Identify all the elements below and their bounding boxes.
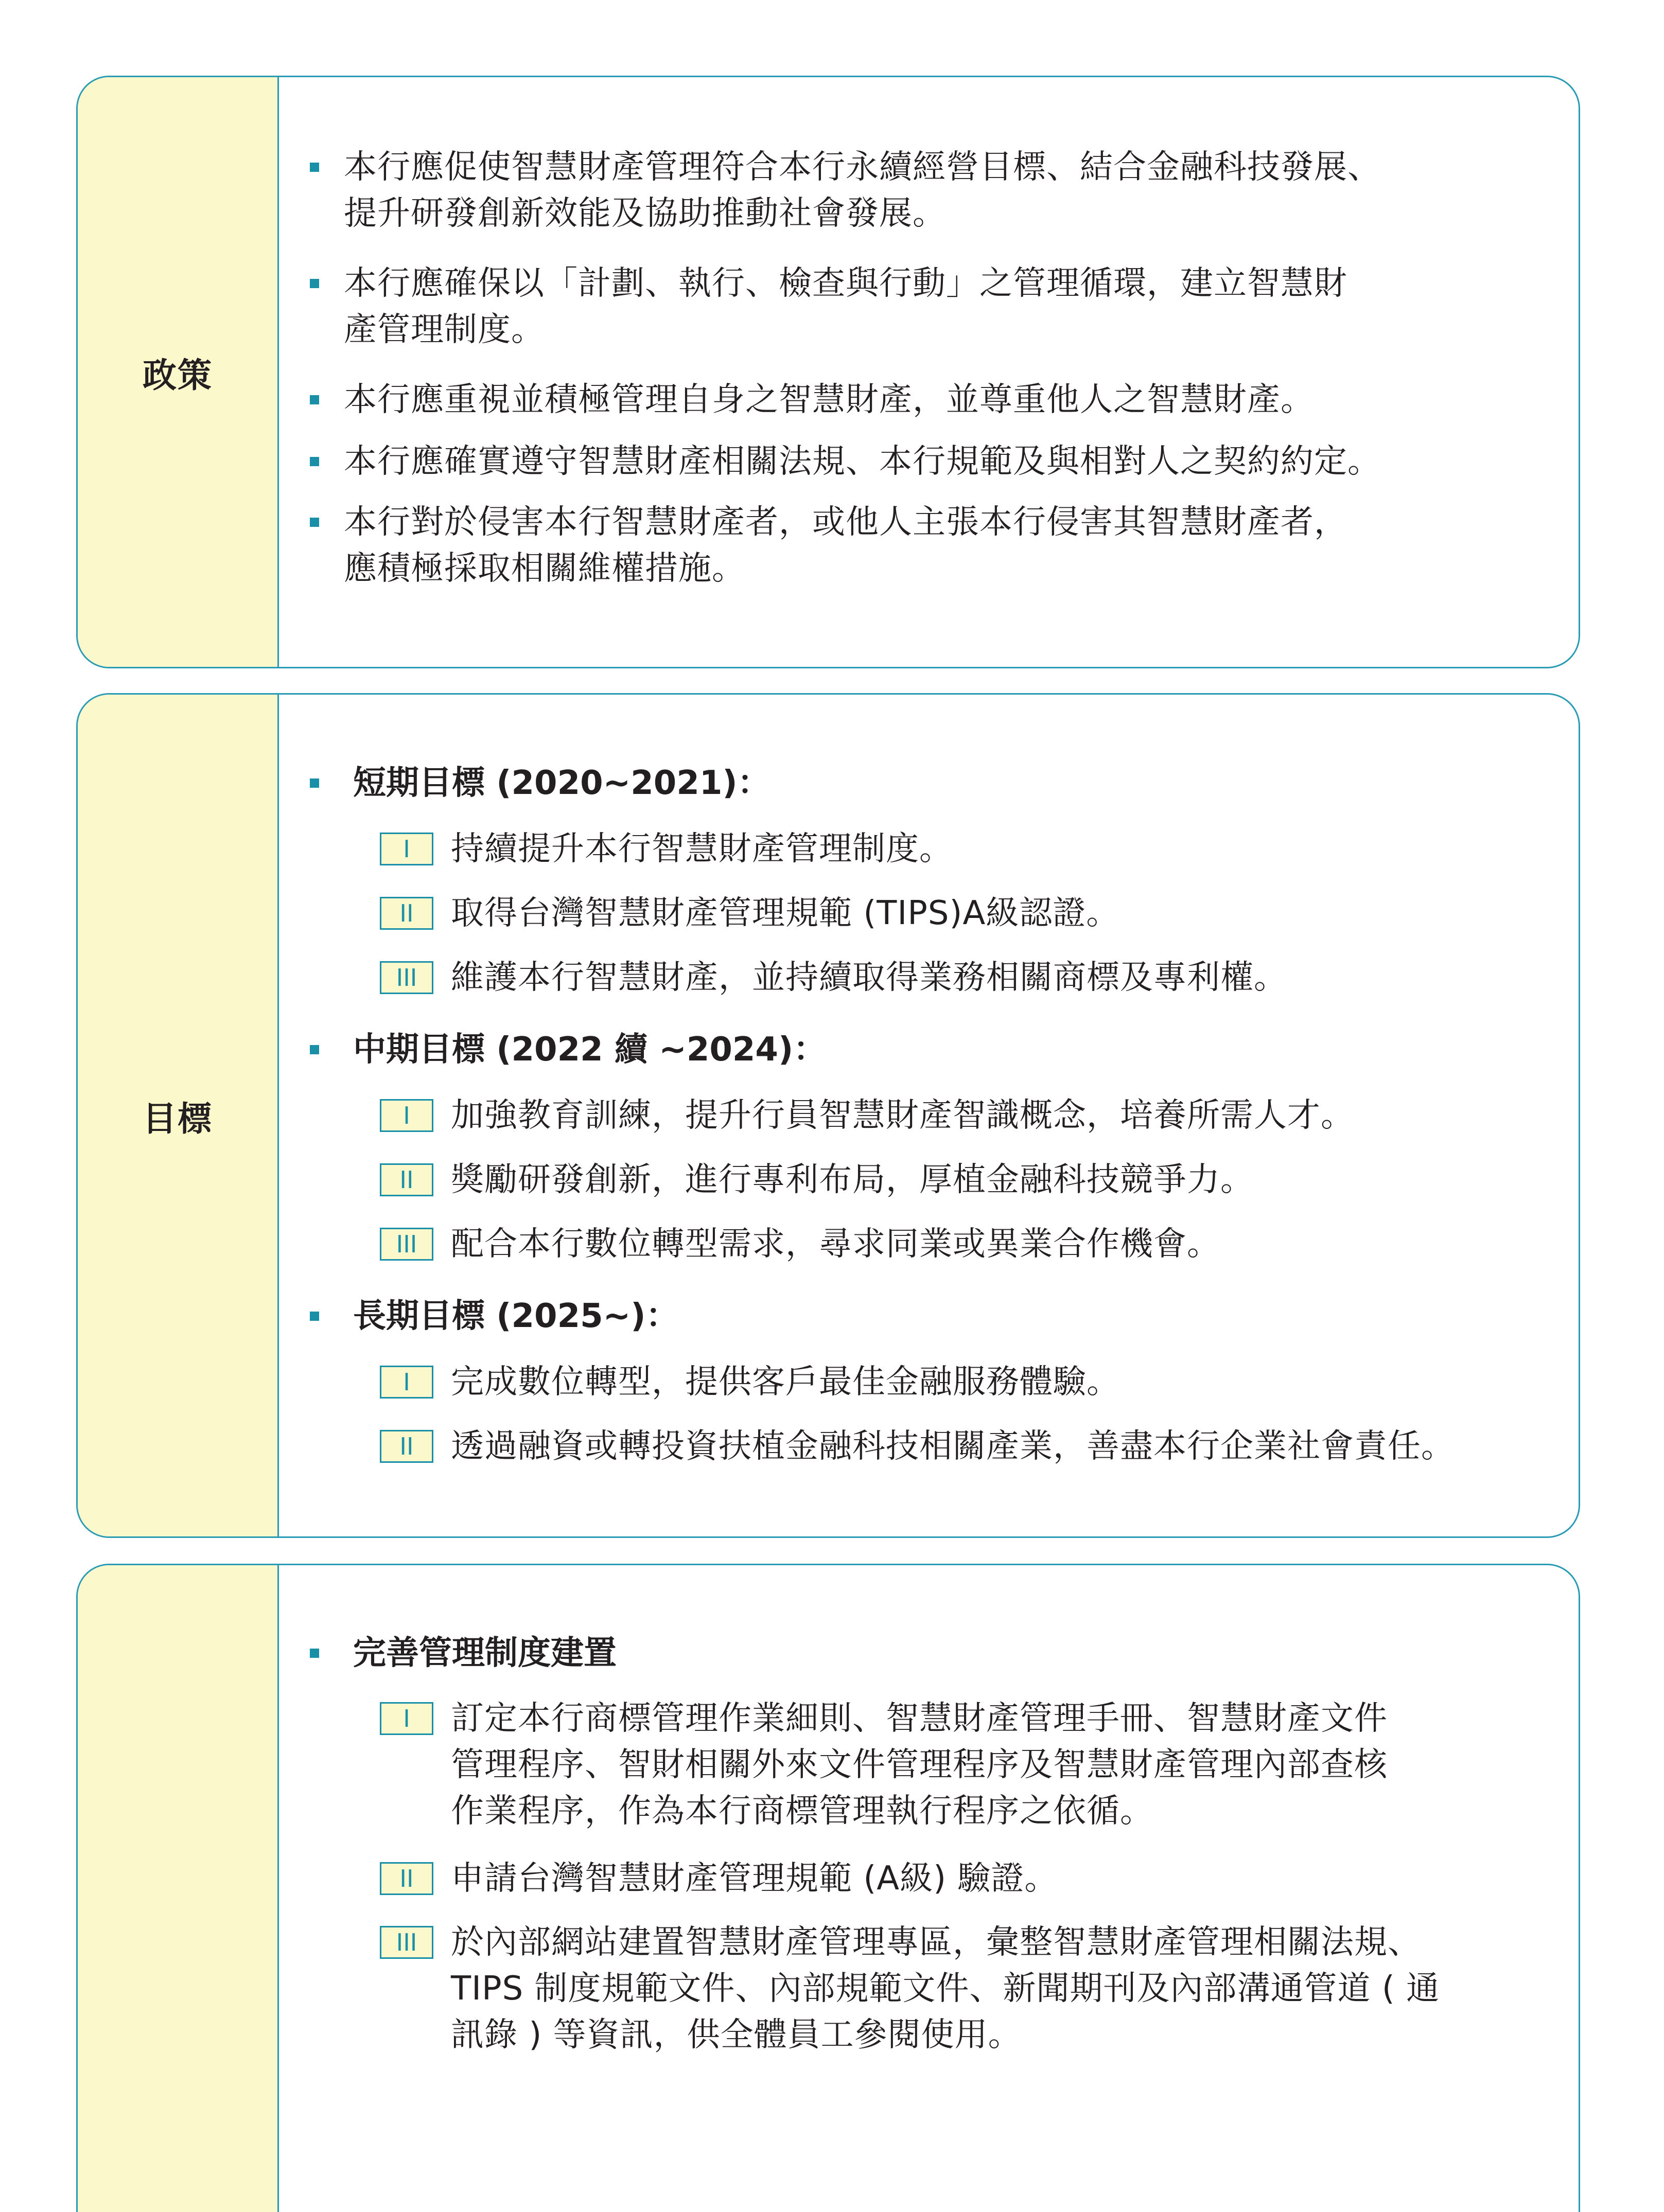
item-text: 本行應促使智慧財產管理符合本行永續經營目標、結合金融科技發展、 [344, 148, 1381, 186]
item-text: 加強教育訓練，提升行員智慧財產智識概念，培養所需人才。 [451, 1096, 1354, 1135]
heading-text: 長期目標 (2025~)： [353, 1297, 679, 1335]
roman-numeral-badge: II [380, 1430, 433, 1463]
roman-numeral-badge: I [380, 1366, 433, 1399]
roman-numeral-badge: II [380, 1163, 433, 1196]
list-item [380, 826, 1543, 872]
roman-numeral-badge: III [380, 1926, 433, 1959]
list-item [380, 1359, 1543, 1405]
item-text: 於內部網站建置智慧財產管理專區，彙整智慧財產管理相關法規、 [451, 1923, 1421, 1961]
plan-card [76, 1564, 1580, 2212]
heading-text: 短期目標 (2020~2021)： [353, 764, 770, 802]
list-item [380, 1919, 1543, 2058]
goals-card [76, 693, 1580, 1538]
item-text: 完成數位轉型，提供客戶最佳金融服務體驗。 [451, 1363, 1120, 1401]
square-bullet-icon [310, 1649, 319, 1658]
roman-numeral-badge: III [380, 961, 433, 994]
section-heading [310, 760, 770, 806]
item-text: 應積極採取相關維權措施。 [344, 550, 745, 588]
plan-content [279, 1565, 1579, 2212]
list-item [310, 260, 1543, 353]
list-item [380, 1092, 1543, 1139]
item-text: 申請台灣智慧財產管理規範 (A級) 驗證。 [451, 1860, 1058, 1898]
section-heading [310, 1293, 679, 1339]
item-text: 管理程序、智財相關外來文件管理程序及智慧財產管理內部查核 [451, 1746, 1388, 1784]
goals-content [279, 695, 1579, 1536]
plan-label [78, 1565, 279, 2212]
square-bullet-icon [310, 279, 319, 288]
roman-numeral-badge: III [380, 1228, 433, 1261]
policy-label: 政策 [78, 77, 279, 667]
item-text: 產管理制度。 [344, 311, 545, 349]
list-item [310, 144, 1543, 237]
item-text: 透過融資或轉投資扶植金融科技相關產業，善盡本行企業社會責任。 [451, 1427, 1455, 1465]
list-item [380, 954, 1543, 1001]
item-text: 本行應重視並積極管理自身之智慧財產，並尊重他人之智慧財產。 [344, 381, 1314, 419]
item-text: 持續提升本行智慧財產管理制度。 [451, 830, 953, 868]
item-text: 維護本行智慧財產，並持續取得業務相關商標及專利權。 [451, 959, 1287, 997]
section-heading [310, 1630, 617, 1676]
item-text: 本行應確保以「計劃、執行、檢查與行動」之管理循環，建立智慧財 [344, 264, 1347, 303]
roman-numeral-badge: II [380, 1862, 433, 1895]
square-bullet-icon [310, 518, 319, 527]
policy-card [76, 76, 1580, 668]
item-text: 訂定本行商標管理作業細則、智慧財產管理手冊、智慧財產文件 [451, 1700, 1388, 1738]
heading-text: 完善管理制度建置 [353, 1634, 617, 1672]
item-text: TIPS 制度規範文件、內部規範文件、新聞期刊及內部溝通管道 ( 通 [451, 1970, 1440, 2008]
square-bullet-icon [310, 457, 319, 466]
item-text: 獎勵研發創新，進行專利布局，厚植金融科技競爭力。 [451, 1161, 1254, 1199]
list-item [380, 1423, 1543, 1470]
list-item [380, 890, 1543, 936]
square-bullet-icon [310, 1045, 319, 1054]
roman-numeral-badge: I [380, 1702, 433, 1735]
roman-numeral-badge: I [380, 833, 433, 865]
roman-numeral-badge: II [380, 897, 433, 930]
item-text: 取得台灣智慧財產管理規範 (TIPS)A級認證。 [451, 894, 1120, 932]
list-item [380, 1221, 1543, 1267]
square-bullet-icon [310, 395, 319, 404]
list-item [310, 438, 1543, 485]
list-item [310, 499, 1543, 592]
list-item [380, 1157, 1543, 1203]
square-bullet-icon [310, 1312, 319, 1321]
item-text: 本行應確實遵守智慧財產相關法規、本行規範及與相對人之契約約定。 [344, 443, 1381, 481]
item-text: 作業程序，作為本行商標管理執行程序之依循。 [451, 1792, 1153, 1830]
list-item [310, 377, 1543, 423]
roman-numeral-badge: I [380, 1099, 433, 1132]
square-bullet-icon [310, 778, 319, 788]
goals-label: 目標 [78, 695, 279, 1536]
heading-text: 中期目標 (2022 續 ~2024)： [353, 1031, 827, 1069]
section-heading [310, 1027, 826, 1073]
list-item [380, 1695, 1543, 1834]
policy-content [279, 77, 1579, 667]
item-text: 本行對於侵害本行智慧財產者，或他人主張本行侵害其智慧財產者， [344, 503, 1347, 541]
square-bullet-icon [310, 163, 319, 172]
list-item [380, 1855, 1543, 1902]
item-text: 配合本行數位轉型需求，尋求同業或異業合作機會。 [451, 1225, 1220, 1263]
item-text: 提升研發創新效能及協助推動社會發展。 [344, 194, 946, 233]
item-text: 訊錄 ) 等資訊，供全體員工參閱使用。 [451, 2016, 1022, 2054]
